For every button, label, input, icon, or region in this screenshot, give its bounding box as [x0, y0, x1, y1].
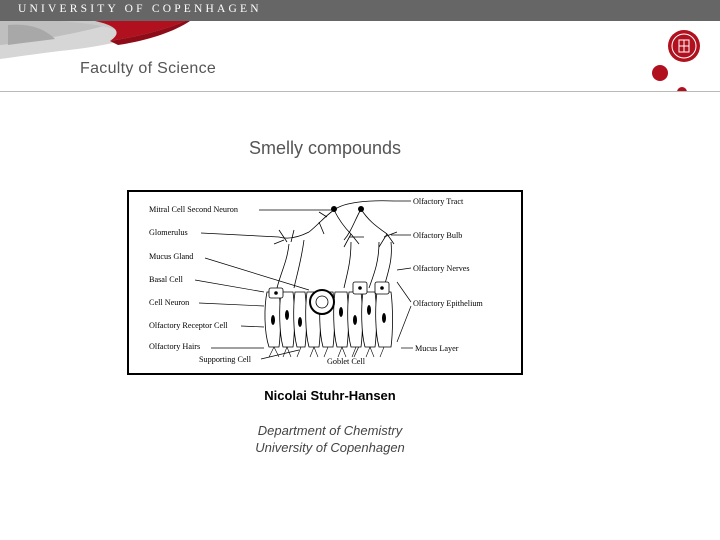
label-olfactory-nerves: Olfactory Nerves — [413, 264, 470, 273]
label-olfactory-receptor-cell: Olfactory Receptor Cell — [149, 321, 228, 330]
author-name: Nicolai Stuhr-Hansen — [264, 388, 396, 403]
label-mucus-layer: Mucus Layer — [415, 344, 459, 353]
decorative-dot-large — [652, 65, 668, 81]
affiliation — [0, 422, 660, 456]
label-goblet-cell: Goblet Cell — [327, 357, 365, 366]
olfactory-diagram — [127, 190, 523, 375]
university-name: UNIVERSITY OF COPENHAGEN — [18, 3, 262, 15]
label-olfactory-bulb: Olfactory Bulb — [413, 231, 463, 240]
slide-title: Smelly compounds — [248, 138, 402, 158]
label-glomerulus: Glomerulus — [149, 228, 188, 237]
olfactory-diagram-drawing — [129, 192, 521, 373]
header-banner-graphic — [0, 21, 720, 91]
university-header-bar — [0, 0, 720, 21]
label-mucus-gland: Mucus Gland — [149, 252, 194, 261]
label-supporting-cell: Supporting Cell — [199, 355, 252, 364]
header-divider — [0, 91, 720, 92]
label-cell-neuron: Cell Neuron — [149, 298, 190, 307]
institution-name: University of Copenhagen — [255, 440, 405, 455]
department-name: Department of Chemistry — [257, 423, 403, 438]
label-mitral-cell: Mitral Cell Second Neuron — [149, 205, 238, 214]
label-olfactory-hairs: Olfactory Hairs — [149, 342, 201, 351]
faculty-name: Faculty of Science — [80, 60, 217, 77]
label-basal-cell: Basal Cell — [149, 275, 183, 284]
label-olfactory-epithelium: Olfactory Epithelium — [413, 299, 483, 308]
university-seal-logo — [668, 30, 700, 62]
label-olfactory-tract: Olfactory Tract — [413, 197, 464, 206]
